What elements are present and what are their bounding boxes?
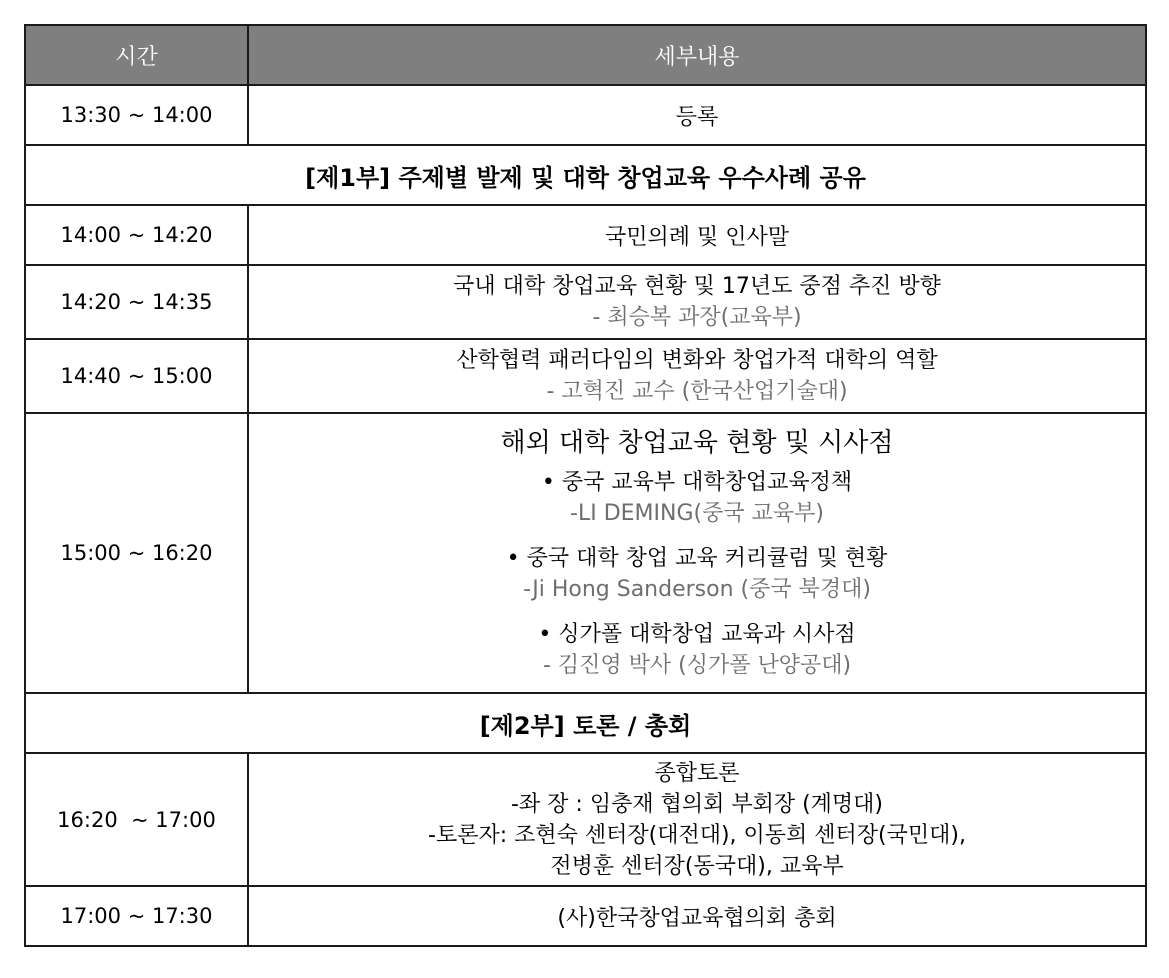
- sub-session: [249, 467, 1145, 529]
- session-title: 산학협력 패러다임의 변화와 창업가적 대학의 역할: [456, 348, 938, 373]
- part1-title: [제1부] 주제별 발제 및 대학 창업교육 우수사례 공유: [25, 145, 1146, 205]
- detail-cell: (사)한국창업교육협의회 총회: [248, 886, 1146, 946]
- schedule-table: [24, 24, 1147, 947]
- discussion-title: 종합토론: [654, 760, 740, 786]
- sub-session: [249, 619, 1145, 681]
- part2-title: [제2부] 토론 / 총회: [25, 693, 1146, 753]
- table-row-discussion: [25, 753, 1146, 886]
- time-cell: 17:00 ~ 17:30: [25, 886, 248, 946]
- discussion-panelists: -토론자: 조현숙 센터장(대전대), 이동희 센터장(국민대),: [428, 822, 966, 848]
- sub-session-speaker: -Ji Hong Sanderson (중국 북경대): [523, 577, 871, 602]
- detail-cell: 등록: [248, 85, 1146, 145]
- section-row-part1: [25, 145, 1146, 205]
- session-title: 해외 대학 창업교육 현황 및 시사점: [500, 428, 894, 458]
- detail-cell: [248, 413, 1146, 693]
- discussion-panelists-continued: 전병훈 센터장(동국대), 교육부: [550, 853, 844, 879]
- table-row-paradigm: [25, 339, 1146, 413]
- table-row-overseas: [25, 413, 1146, 693]
- time-cell: 16:20 ~ 17:00: [25, 753, 248, 886]
- time-column-header: 시간: [25, 25, 248, 85]
- session-speaker: - 최승복 과장(교육부): [592, 305, 802, 330]
- time-cell: 13:30 ~ 14:00: [25, 85, 248, 145]
- table-row-assembly: [25, 886, 1146, 946]
- table-row-registration: [25, 85, 1146, 145]
- detail-cell: [248, 265, 1146, 339]
- section-row-part2: [25, 693, 1146, 753]
- discussion-chair: -좌 장 : 임충재 협의회 부회장 (계명대): [510, 791, 883, 817]
- sub-session-speaker: - 김진영 박사 (싱가폴 난양공대): [542, 653, 852, 678]
- time-cell: 14:40 ~ 15:00: [25, 339, 248, 413]
- sub-session-title: • 중국 대학 창업 교육 커리큘럼 및 현황: [506, 546, 888, 571]
- table-row-opening: [25, 205, 1146, 265]
- session-title: 국내 대학 창업교육 현황 및 17년도 중점 추진 방향: [453, 274, 941, 299]
- detail-column-header: 세부내용: [248, 25, 1146, 85]
- table-row-domestic: [25, 265, 1146, 339]
- time-cell: 15:00 ~ 16:20: [25, 413, 248, 693]
- detail-cell: [248, 339, 1146, 413]
- detail-cell: [248, 753, 1146, 886]
- sub-session-title: • 싱가폴 대학창업 교육과 시사점: [538, 622, 856, 647]
- sub-session-speaker: -LI DEMING(중국 교육부): [570, 501, 824, 526]
- sub-session: [249, 543, 1145, 605]
- time-cell: 14:00 ~ 14:20: [25, 205, 248, 265]
- time-cell: 14:20 ~ 14:35: [25, 265, 248, 339]
- header-row: [25, 25, 1146, 85]
- session-speaker: - 고혁진 교수 (한국산업기술대): [546, 379, 848, 404]
- sub-session-title: • 중국 교육부 대학창업교육정책: [541, 470, 853, 495]
- detail-cell: 국민의례 및 인사말: [248, 205, 1146, 265]
